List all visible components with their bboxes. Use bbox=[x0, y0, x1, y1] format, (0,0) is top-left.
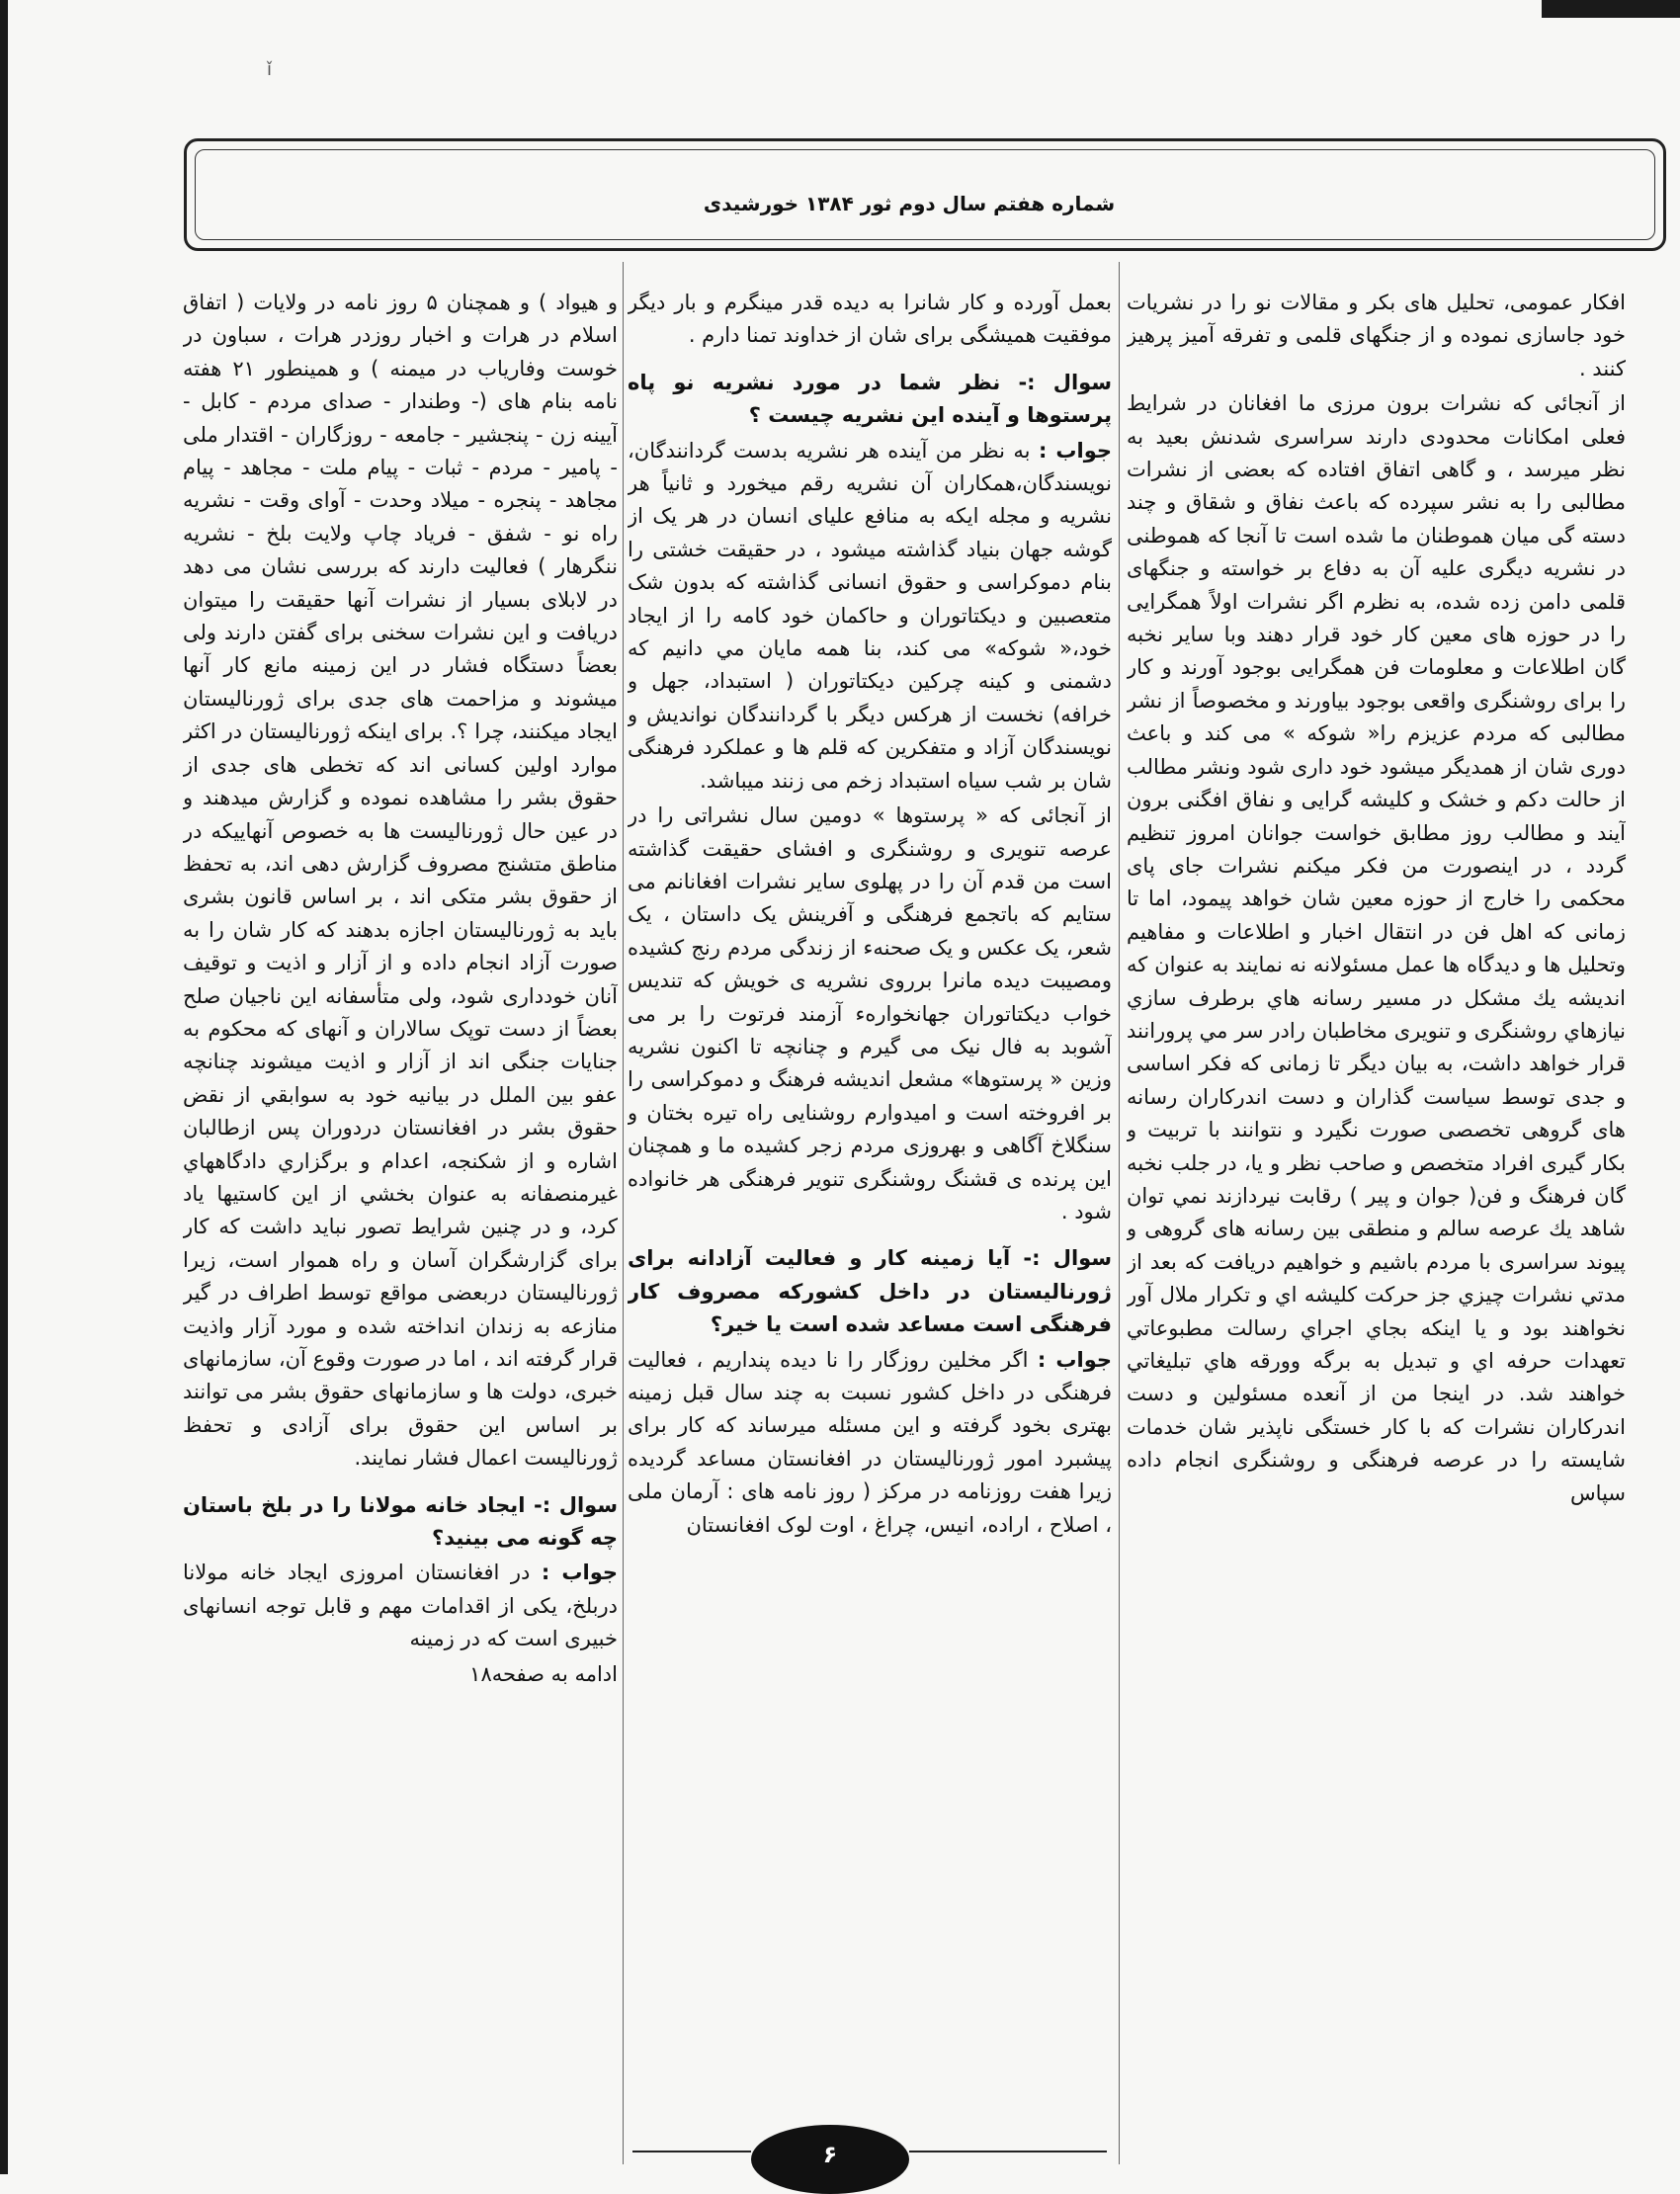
footer-rule bbox=[632, 2151, 751, 2152]
column-divider bbox=[623, 262, 624, 2164]
answer-text: به نظر من آینده هر نشریه بدست گردانندگان، نویسندگان،همکاران آن نشریه رقم میخورد و ثانیاً هر نشریه و مجله ایکه به منافع علیای انسان در هر یک از گوشه جهان بنیاد گذاشته میشود ، در حقیقت خشتی را بنام دموکراسی و حقوق انسانی گذاشته که بدون شک متعصبین و دیکتاتوران و حاکمان خود کامه را از ایجاد خود،« شوکه» می کند، بنا همه مایان مي دانيم که دشمنی و کینه چرکین دیکتاتوران ( استبداد، جهل و خرافه) نخست از هرکس دیگر با گردانندگان نواندیش و نویسندگان آزاد و متفکرین که قلم ها و عملکرد فرهنگی شان بر شب سیاه استبداد زخم می زنند میباشد. bbox=[628, 438, 1112, 793]
column-divider bbox=[1119, 262, 1120, 2164]
paragraph: از آنجائی که نشرات برون مرزی ما افغانان در شرایط فعلی امکانات محدودی دارند سراسری شدنش بعید به نظر میرسد ، و گاهی اتفاق افتاده که بعضی از نشرات مطالبی را به نشر سپرده که باعث نفاق و شقاق و چند دسته گی میان هموطنان ما شده است تا آنجا که هموطنی در نشریه دیگری علیه آن به دفاع بر خواسته و جنگهای قلمی دامن زده شده، به نظرم اگر نشرات اولاً همگرایی را در حوزه های معین کار خود قرار دهند وبا سایر نخبه گان اطلاعات و معلومات فن همگرایی بوجود آورند و کار را برای روشنگری واقعی بوجود بیاورند و مخصوصاً از نشر مطالبی که مردم عزیزم را« شوکه » می کند و باعث دوری شان از همدیگر میشود خود داری شود ونشر مطالب از حالت دکم و خشک و کلیشه گرایی و نفاق افگنی برون آیند و مطالب روز مطابق خواست جوانان امروز تنظیم گردد ، در اینصورت من فکر میکنم نشرات جای پای محکمی را خارج از حوزه معین شان خواهد پیمود، اما تا زمانی که اهل فن در انتقال اخبار و اطلاعات و مفاهیم وتحلیل ها و دیدگاه ها عمل مسئولانه نه نمایند به عنوان که اندیشه يك مشكل در مسير رسانه هاي برطرف سازي نيازهاي روشنگری و تنویری مخاطبان رادر سر مي پرورانند قرار خواهد داشت، به بیان دیگر تا زمانی که فکر اساسی و جدی توسط سیاست گذاران و دست اندرکاران رسانه های گروهی تخصصی صورت نگیرد و نتوانند با تربیت و بکار گیری افراد متخصص و صاحب نظر و یا، در جلب نخبه گان فرهنگ و فن( جوان و پیر ) رقابت نيردازند نمي توان شاهد يك عرصه سالم و منطقی بین رسانه های گروهی و پیوند سراسری با مردم باشیم و خواهیم دریافت که بعد از مدتي نشرات چیزي جز حرکت کلیشه اي و تکرار ملال آور نخواهند بود و یا اینکه بجاي اجراي رسالت مطبوعاتي تعهدات حرفه اي و تبدیل به برگه وورقه هاي تبليغاتي خواهند شد. در اينجا من از آنعده مسئولين و دست اندرکاران نشرات که با کار خستگی ناپذیر شان خدمات شایسته را در عرصه فرهنگی و روشنگری انجام داده سپاس bbox=[1127, 391, 1626, 1505]
answer-label: جواب : bbox=[1037, 1347, 1112, 1372]
question: سوال :- ایجاد خانه مولانا را در بلخ باستان چه گونه می بینید؟ bbox=[183, 1492, 618, 1551]
paragraph: بعمل آورده و کار شانرا به دیده قدر مینگرم و بار دیگر موفقیت همیشگی برای شان از خداوند تمنا دارم . bbox=[628, 291, 1112, 348]
page-number: ۶ bbox=[751, 2125, 909, 2194]
left-column bbox=[183, 287, 618, 2164]
scan-corner bbox=[1542, 0, 1680, 18]
right-column bbox=[1127, 287, 1626, 2164]
answer bbox=[628, 435, 1112, 798]
answer-label: جواب : bbox=[1038, 438, 1112, 463]
issue-line: شماره هفتم سال دوم ثور ۱۳۸۴ خورشیدی bbox=[703, 192, 1116, 215]
continuation-note: ادامه به صفحه۱۸ bbox=[469, 1661, 618, 1686]
paragraph: از آنجائی که « پرستوها » دومین سال نشراتی را در عرصه تنویری و روشنگری و افشای حقیقت گذاشته است من قدم آن را در پهلوی سایر نشرات افغانانم می ستایم که باتجمع فرهنگی و آفرینش یک داستان ، یک شعر، یک عکس و یک صحنهء از زندگی مردم رنج کشیده ومصیبت دیده مانرا برروی نشریه ی خویش که تندیس خواب دیکتاتوران جهانخوارهء آزمند فرتوت را بر می آشوبد به فال نیک می گیرم و چنانچه تا اکنون نشریه وزین « پرستوها» مشعل اندیشه فرهنگ و دموکراسی را بر افروخته است و امیدوارم روشنایی راه تیره بختان و سنگلاخ آگاهی و بهروزی مردم زجر کشیده ما و همچنان این پرنده ی قشنگ روشنگری تنویر فرهنگی هر خانواده شود . bbox=[628, 803, 1112, 1224]
scan-edge bbox=[0, 0, 8, 2174]
answer-text: در افغانستان امروزی ایجاد خانه مولانا دربلخ، یکی از اقدامات مهم و قابل توجه انسانهای خبیری است که در زمینه bbox=[183, 1561, 618, 1651]
question: سوال :- نظر شما در مورد نشریه نو پاه پرستوها و آینده این نشریه چیست ؟ bbox=[628, 370, 1112, 428]
paragraph: و هیواد ) و همچنان ۵ روز نامه در ولایات ( اتفاق اسلام در هرات و اخبار روزدر هرات ، سباون در خوست وفاریاب در میمنه ) و همینطور ۲۱ هفته نامه بنام های (- وطندار - صدای مردم - کابل - آیینه زن - پنجشیر - جامعه - روزگاران - اقتدار ملی - پامیر - مردم - ثبات - پیام ملت - مجاهد - پیام مجاهد - پنجره - میلاد وحدت - آوای وقت - نشریه راه نو - شفق - فریاد چاپ ولایت بلخ - نشریه ننگرهار ) فعالیت دارند که بررسی نشان می دهد در لابلای بسیار از نشرات آنها حقیقت را میتوان دریافت و این نشرات سخنی برای گفتن دارند ولی بعضاً دستگاه فشار در این زمینه مانع کار آنها میشوند و مزاحمت های جدی برای ژورنالیستان ایجاد میکنند، چرا ؟. برای اینکه ژورنالیستان در اکثر موارد اولین کسانی اند که تخطی های جدی از حقوق بشر را مشاهده نموده و گزارش میدهند و در عین حال ژورنالیست ها به خصوص آنهاییکه در مناطق متشنج مصروف گزارش دهی اند، به تحفظ از حقوق بشر متکی اند ، بر اساس قانون بشری باید به ژورنالیستان اجازه بدهند که کار شان را به صورت آزاد انجام داده و از آزار و اذیت و توقیف آنان خودداری شود، ولی متأسفانه این ناجیان صلح بعضاً از دست توپک سالاران و آنهای که محکوم به جنایات جنگی اند از آزار و اذیت میشوند چنانچه عفو بین الملل در بیانیه خود به سوابقي از نقض حقوق بشر در افغانستان دردوران پس ازطالبان اشاره و از شکنجه، اعدام و برگزاري دادگاههاي غيرمنصفانه به عنوان بخشي از این کاستيها ياد کرد، و در چنین شرایط تصور نباید داشت که کار برای گزارشگران آسان و راه هموار است، زيرا ژورنالیستان دربعضی مواقع توسط اطراف در گیر منازعه به زندان انداخته شده و مورد آزار واذیت قرار گرفته اند ، اما در صورت وقوع آن، سازمانهای خبری، دولت ها و سازمانهای حقوق بشر می توانند بر اساس این حقوق برای آزادی و تحفظ ژورنالیست اعمال فشار نمایند. bbox=[183, 291, 618, 1471]
middle-column bbox=[628, 287, 1112, 2164]
answer bbox=[183, 1557, 618, 1655]
answer bbox=[628, 1344, 1112, 1542]
paragraph: افکار عمومی، تحلیل های بکر و مقالات نو را در نشریات خود جاسازی نموده و از جنگهای قلمی و تفرقه آمیز پرهیز کنند . bbox=[1127, 291, 1626, 380]
question: سوال :- آیا زمینه کار و فعالیت آزادانه برای ژورنالیستان در داخل کشورکه مصروف کار فرهنگی است مساعد شده است یا خیر؟ bbox=[628, 1246, 1112, 1337]
scan-mark: ǐ bbox=[267, 59, 273, 80]
footer-rule bbox=[909, 2151, 1107, 2152]
answer-text: اگر مخلین روزگار را نا دیده پنداریم ، فعالیت فرهنگی در داخل کشور نسبت به چند سال قبل زمینه بهتری بخود گرفته و این مسئله میرساند که کار برای پیشبرد امور ژورنالیستان در افغانستان مساعد گردیده زیرا هفت روزنامه در مرکز ( روز نامه های : آرمان ملی ، اصلاح ، اراده، انیس، چراغ ، اوت لوک افغانستان bbox=[628, 1347, 1112, 1537]
answer-label: جواب : bbox=[541, 1561, 618, 1585]
